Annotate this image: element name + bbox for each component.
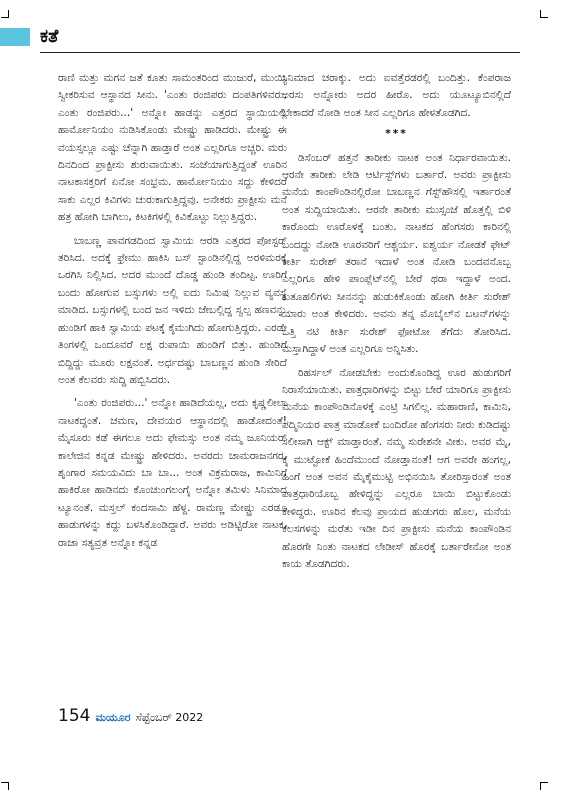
section-title: ಕತೆ xyxy=(40,26,59,47)
paragraph: 'ಎಂತು ರಂಜಿಪರು...' ಅನ್ನೋ ಹಾಡಿದೆಯಲ್ಲ, ಅದು ಕೃಷ್ಣಲೀಲಾ ನಾಟಕದ್ದಂತೆ. ಚಮಣ, ದೇವಯರ ಆಸ್ಥಾನದಲ್ಲಿ ಹಾಡೋದಂತೆ! ಮೈಸೂರು ಕಡೆ ಈಗಲೂ ಅದು ಫೇಮಸ್ಸು ಅಂತ ನಮ್ಮ ಜೂನಿಯರ್ ಕಾಲೇಜಿನ ಕನ್ನಡ ಮೇಷ್ಟ್ರು ಹೇಳಿದರು. ಅವರದು ಚಾಮರಾಜನಗರ. ಶೃಂಗಾರ ಸಮಯವಿದು ಬಾ ಬಾ... ಅಂತ ವಿಕ್ರಮರಾಜ, ಕಾಮಿನಿಗೆ ಹಾಕಿರೋ ಹಾಡಿನದು ಕೊಂಚುಂಗಲಂಗೈ ಅನ್ನೋ ತಮಿಳು ಸಿನಿಮಾದ ಟ್ಯೂನಂತೆ. ಮಸ್ತಲ್ ಕಂದಸಾಮಿ ಹೆಳ್ದ. ರಾಮಣ್ಣ ಮೇಷ್ಟ್ರು ಎರಡೂ ಹಾಡುಗಳನ್ನು ಕದ್ದು ಬಳಸಿಕೊಂಡಿದ್ದಾರೆ. ಅವರು ಅಡಿಟ್ಟಿರೋ ನಾಟಕ, ರಾಜಾ ಸತ್ಯವ್ರತ ಅನ್ನೋ ಕನ್ನಡ xyxy=(58,397,287,549)
page-footer xyxy=(58,706,203,726)
issue-date: ಸೆಪ್ಟೆಂಬರ್ 2022 xyxy=(135,711,204,724)
section-accent-tab xyxy=(0,28,30,46)
header-rule xyxy=(40,52,520,53)
paragraph: ಸಿನಿಮಾದ ಚರಾಕ್ಕು. ಅದು ಐವತ್ತೆರಡರಲ್ಲಿ ಬಂದಿತ್ತು. ಕೆಂಪರಾಜ ಅರಸು ಅನ್ನೋರು ಅದರ ಹೀರೊ. ಅದು ಯೂಟ್ಯೂಬಿನಲ್ಲಿದೆ ಬೇಕಾದರೆ ನೋಡಿ ಅಂತ ಸೀನ ಎಲ್ಲರಿಗೂ ಹೇಳತೊಡಗಿದ. xyxy=(282,72,511,119)
right-column xyxy=(282,70,511,573)
paragraph: ಬಾಬಣ್ಣ ಪಾವಗಡದಿಂದ ಸ್ವಾಮಿಯ ಆರಡಿ ಎತ್ತರದ ಪೋಸ್ಟರ್ ತರಿಸಿದ. ಅದಕ್ಕೆ ಫ್ರೇಮು ಹಾಕಿಸಿ ಬಸ್ ಸ್ಟಾಂಡಿನಲ್ಲಿದ್ದ ಅರಳಿಮರಕ್ಕೆ ಒರಗಿಸಿ ನಿಲ್ಲಿಸಿದ. ಅದರ ಮುಂದೆ ದೊಡ್ಡ ಹುಂಡಿ ತಂದಿಟ್ಟ. ಊರಿಗೆ ಬಂದು ಹೋಗುವ ಬಸ್ಸುಗಳು ಅಲ್ಲಿ ಐದು ನಿಮಿಷ ನಿಲ್ಲುವ ವ್ಯವಸ್ಥೆ ಮಾಡಿದ. ಬಸ್ಸುಗಳಲ್ಲಿ ಬಂದ ಜನ ಇಳಿದು ಜೇಬಲ್ಲಿದ್ದ ಸ್ವಲ್ಪ ಹಣವನ್ನು ಹುಂಡಿಗೆ ಹಾಕಿ ಸ್ವಾಮಿಯ ಪಟಕ್ಕೆ ಕೈಮುಗಿದು ಹೋಗುತ್ತಿದ್ದರು. ಎರಡೇ ತಿಂಗಳಲ್ಲಿ ಒಂದೂವರೆ ಲಕ್ಷ ರುಪಾಯಿ ಹುಂಡಿಗೆ ಬಿತ್ತು. ಹುಂಡಿಗೆ ಬಿದ್ದಿದ್ದು ಮೂರು ಲಕ್ಷವಂತೆ. ಅರ್ಧದಷ್ಟು ಬಾಬಣ್ಣನ ಹುಂಡಿ ಸೇರಿದೆ ಅಂತ ಕೆಲವರು ಸುದ್ದಿ ಹಬ್ಬಿಸಿದರು. xyxy=(58,234,287,386)
left-column xyxy=(58,70,287,552)
paragraph: ರಿಹರ್ಸಲ್ ನೋಡಬೇಕು ಅಂದುಕೊಂಡಿದ್ದ ಊರ ಹುಡುಗರಿಗೆ ನಿರಾಸೆಯಾಯಿತು. ಪಾತ್ರಧಾರಿಗಳನ್ನು ಬಿಟ್ಟು ಬೇರೆ ಯಾರಿಗೂ ಪ್ರಾಕ್ಟೀಸು ಮನೆಯ ಕಾಂಪೌಂಡಿನೊಳಕ್ಕೆ ಎಂಟ್ರಿ ಸಿಗಲಿಲ್ಲ. ಮಹಾರಾಣಿ, ಕಾಮಿನಿ, ಪದ್ಮಿನಿಯರ ಪಾತ್ರ ಮಾಡೋಕೆ ಬಂದಿರೋ ಹೆಂಗಸರು ನೀರು ಕುಡಿದಷ್ಟು ಸಲೀಸಾಗಿ ಆಕ್ಟ್ ಮಾಡ್ತಾರಂತೆ. ನಮ್ಮ ಸುರೇಶನೇ ವೀಕು. ಅವರ ಮೈ, ಕೈ ಮುಟ್ಟೋಕೆ ಹಿಂದೆಮುಂದೆ ನೋಡ್ತಾನಂತೆ! ಆಗ ಅವರೇ ಹಂಗಲ್ಲ, ಹಿಂಗೆ ಅಂತ ಅವನ ಮೈಕೈಮುಟ್ಟಿ ಅಭಿನಯಿಸಿ ತೋರಿಸ್ತಾರಂತೆ ಅಂತ ಪಾತ್ರಧಾರಿಯೊಬ್ಬ ಹೇಳಿದ್ದನ್ನು ಎಲ್ಲರೂ ಬಾಯಿ ಬಿಟ್ಟುಕೊಂಡು ಕೇಳಿದ್ದರು. ಊರಿನ ಕೆಲವು ಪ್ರಾಯದ ಹುಡುಗರು ಹೊಲ, ಮನೆಯ ಕೆಲಸಗಳನ್ನು ಮರೆತು ಇಡೀ ದಿನ ಪ್ರಾಕ್ಟೀಸು ಮನೆಯ ಕಾಂಪೌಂಡಿನ ಹೊರಗೇ ನಿಂತು ನಾಟಕದ ಲೇಡೀಸ್ ಹೊರಕ್ಕೆ ಬರ್ತಾರೇನೋ ಅಂತ ಕಾಯ ತೊಡಗಿದರು. xyxy=(282,366,511,570)
section-separator: *** xyxy=(385,128,408,141)
crop-mark xyxy=(540,782,548,783)
crop-mark xyxy=(1,17,9,18)
crop-mark xyxy=(1,782,9,783)
page-number: 154 xyxy=(58,706,91,726)
crop-mark xyxy=(540,782,541,790)
crop-mark xyxy=(540,17,548,18)
paragraph: ಡಿಸೆಂಬರ್ ಹತ್ತನೆ ತಾರೀಕು ನಾಟಕ ಅಂತ ನಿರ್ಧಾರವಾಯಿತು. ಆರನೇ ತಾರೀಕು ಲೇಡಿ ಆರ್ಟಿಸ್ಟ್‌ಗಳು ಬರ್ತಾರೆ. ಅವರು ಪ್ರಾಕ್ಟೀಸು ಮನೆಯ ಕಾಂಪೌಂಡಿನಲ್ಲಿರೋ ಬಾಬಣ್ಣನ ಗೆಸ್ಟ್‌ಹೌಸಲ್ಲಿ ಇರ್ತಾರಂತೆ ಅಂತ ಸುದ್ದಿಯಾಯಿತು. ಆರನೇ ತಾರೀಕು ಮುಸ್ಸಂಜೆ ಹೊತ್ತಲ್ಲಿ ಬಿಳಿ ಕಾರೊಂದು ಊರೊಳಕ್ಕೆ ಬಂತು. ನಾಟಕದ ಹೆಂಗಸರು ಕಾರಿನಲ್ಲಿ ಬಂದದ್ದು ನೋಡಿ ಊರವರಿಗೆ ಆಶ್ಚರ್ಯ. ಐಶ್ವರ್ಯ ನೋಡಕೆ ಫೇಟ್ ಕೀರ್ತಿ ಸುರೇಶ್ ತರಾನೆ ಇದಾಳೆ ಅಂತ ನೋಡಿ ಬಂದವನೊಬ್ಬ ಎಲ್ಲರಿಗೂ ಹೇಳಿ ಪಾಂಪ್ಲೆಟ್‌ನಲ್ಲಿ ಬೇರೆ ಥರಾ ಇದ್ದಾಳೆ ಅಂದ. ಕುತೂಹಲಿಗಳು ಸೀನನನ್ನು ಹುಡುಕಿಕೊಂಡು ಹೋಗಿ ಕೀರ್ತಿ ಸುರೇಶ್ ಯಾರು ಅಂತ ಕೇಳಿದರು. ಅವನು ತನ್ನ ಮೊಬೈಲ್‌ನ ಬಟನ್‌ಗಳನ್ನು ಒತ್ತಿ ನಟಿ ಕೀರ್ತಿ ಸುರೇಶ್ ಫೋಟೋ ತೆಗೆದು ತೋರಿಸಿದ. ಮಸ್ತಾಗಿದ್ದಾಳೆ ಅಂತ ಎಲ್ಲರಿಗೂ ಅನ್ನಿಸಿತು. xyxy=(282,151,511,356)
crop-mark xyxy=(8,782,9,790)
paragraph: ರಾಣಿ ಮತ್ತು ಮಗನ ಜತೆ ಕೂತು ಸಾಮಂತರಿಂದ ಮುಜುರೆ, ಮುಯ್ಯಿ ಸ್ವೀಕರಿಸುವ ಆಸ್ಥಾನದ ಸೀನು. 'ಎಂತು ರಂಜಿಪರು ದಂಪತಿಗಳಿವರು, ಎಂತು ರಂಜಿಪರು...' ಅನ್ನೋ ಹಾಡನ್ನು ಎತ್ತರದ ಸ್ಥಾಯಿಯಲ್ಲಿ ಹಾರ್ಮೋನಿಯಂ ನುಡಿಸಿಕೊಂಡು ಮೇಷ್ಟ್ರು ಹಾಡಿದರು. ಮೇಷ್ಟ್ರು ಈ ವಯಸ್ಸಲ್ಲೂ ಎಷ್ಟು ಚೆನ್ನಾಗಿ ಹಾಡ್ತಾರೆ ಅಂತ ಎಲ್ಲರಿಗೂ ಅಚ್ಚರಿ. ಮರು ದಿನದಿಂದ ಪ್ರಾಕ್ಟೀಸು ಶುರುವಾಯಿತು. ಸಂಜೆಯಾಗುತ್ತಿದ್ದಂತೆ ಊರಿನ ನಾಟಕಾಸಕ್ತರಿಗೆ ಏನೋ ಸಂಭ್ರಮ. ಹಾರ್ಮೋನಿಯಂ ಸದ್ದು ಕೇಳಿದರೆ ಸಾಕು ಎಲ್ಲರ ಕಿವಿಗಳು ಚುರುಕಾಗುತ್ತಿದ್ದವು. ಅನೇಕರು ಪ್ರಾಕ್ಟೀಸು ಮನೆ ಹತ್ರ ಹೋಗಿ ಬಾಗಿಲು, ಕಿಟಕಿಗಳಲ್ಲಿ ಕಿವಿಕೊಟ್ಟು ನಿಲ್ಲುತ್ತಿದ್ದರು. xyxy=(58,72,287,224)
magazine-name: ಮಯೂರ xyxy=(95,711,131,724)
